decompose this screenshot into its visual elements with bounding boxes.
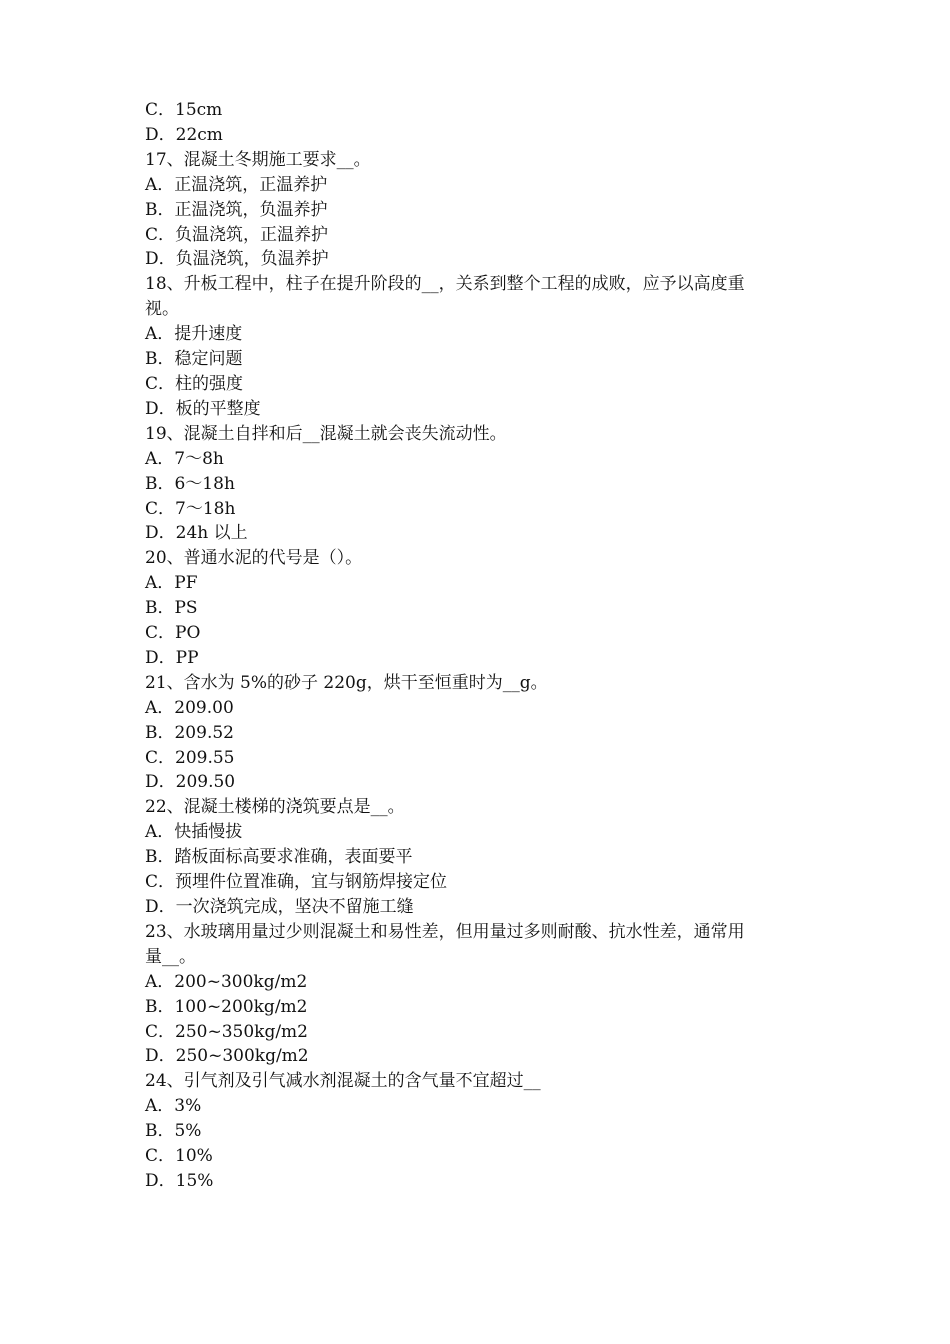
question-text: 17、混凝土冬期施工要求__。 (145, 149, 371, 170)
answer-option: B．5% (145, 1121, 202, 1142)
answer-option: D．板的平整度 (145, 398, 261, 419)
answer-option: B．PS (145, 598, 198, 619)
answer-option: B．稳定问题 (145, 349, 243, 370)
answer-option: C．250~350kg/m2 (145, 1021, 308, 1042)
question-text-continued: 量__。 (145, 946, 196, 967)
answer-option: B．正温浇筑，负温养护 (145, 199, 328, 220)
question-text: 24、引气剂及引气减水剂混凝土的含气量不宜超过__ (145, 1071, 541, 1092)
answer-option: A．快插慢拔 (145, 822, 243, 843)
question-text: 22、混凝土楼梯的浇筑要点是__。 (145, 797, 405, 818)
answer-option: B．209.52 (145, 722, 234, 743)
answer-option: B．6～18h (145, 473, 235, 494)
answer-option: C．预埋件位置准确，宜与钢筋焊接定位 (145, 872, 448, 893)
text-line: D．22cm (145, 124, 223, 145)
answer-option: A．3% (145, 1096, 202, 1117)
question-text-continued: 视。 (145, 299, 179, 320)
question-text: 21、含水为 5%的砂子 220g，烘干至恒重时为__g。 (145, 672, 548, 693)
question-text: 20、普通水泥的代号是（）。 (145, 548, 363, 569)
text-line: C．15cm (145, 100, 223, 120)
answer-option: D．一次浇筑完成，坚决不留施工缝 (145, 897, 414, 917)
question-text: 23、水玻璃用量过少则混凝土和易性差，但用量过多则耐酸、抗水性差，通常用 (145, 921, 745, 942)
answer-option: A．提升速度 (145, 324, 243, 345)
answer-option: D．250~300kg/m2 (145, 1046, 309, 1067)
answer-option: A．正温浇筑，正温养护 (145, 174, 328, 195)
answer-option: A．209.00 (145, 697, 234, 718)
answer-option: A．7～8h (145, 448, 224, 469)
answer-option: B．100~200kg/m2 (145, 996, 308, 1017)
answer-option: C．7～18h (145, 498, 236, 519)
answer-option: A．PF (145, 573, 198, 594)
answer-option: C．PO (145, 623, 201, 644)
question-text: 18、升板工程中，柱子在提升阶段的__，关系到整个工程的成败，应予以高度重 (145, 274, 745, 295)
answer-option: D．负温浇筑，负温养护 (145, 249, 329, 270)
answer-option: D．PP (145, 647, 199, 668)
answer-option: D．209.50 (145, 772, 236, 793)
answer-option: C．柱的强度 (145, 373, 244, 394)
answer-option: C．209.55 (145, 747, 235, 768)
answer-option: B．踏板面标高要求准确，表面要平 (145, 847, 413, 868)
answer-option: D．24h 以上 (145, 523, 248, 544)
question-text: 19、混凝土自拌和后__混凝土就会丧失流动性。 (145, 423, 507, 444)
answer-option: C．负温浇筑，正温养护 (145, 224, 329, 245)
answer-option: D．15% (145, 1170, 214, 1191)
answer-option: A．200~300kg/m2 (145, 971, 308, 992)
document-page (145, 98, 825, 1194)
answer-option: C．10% (145, 1146, 213, 1167)
